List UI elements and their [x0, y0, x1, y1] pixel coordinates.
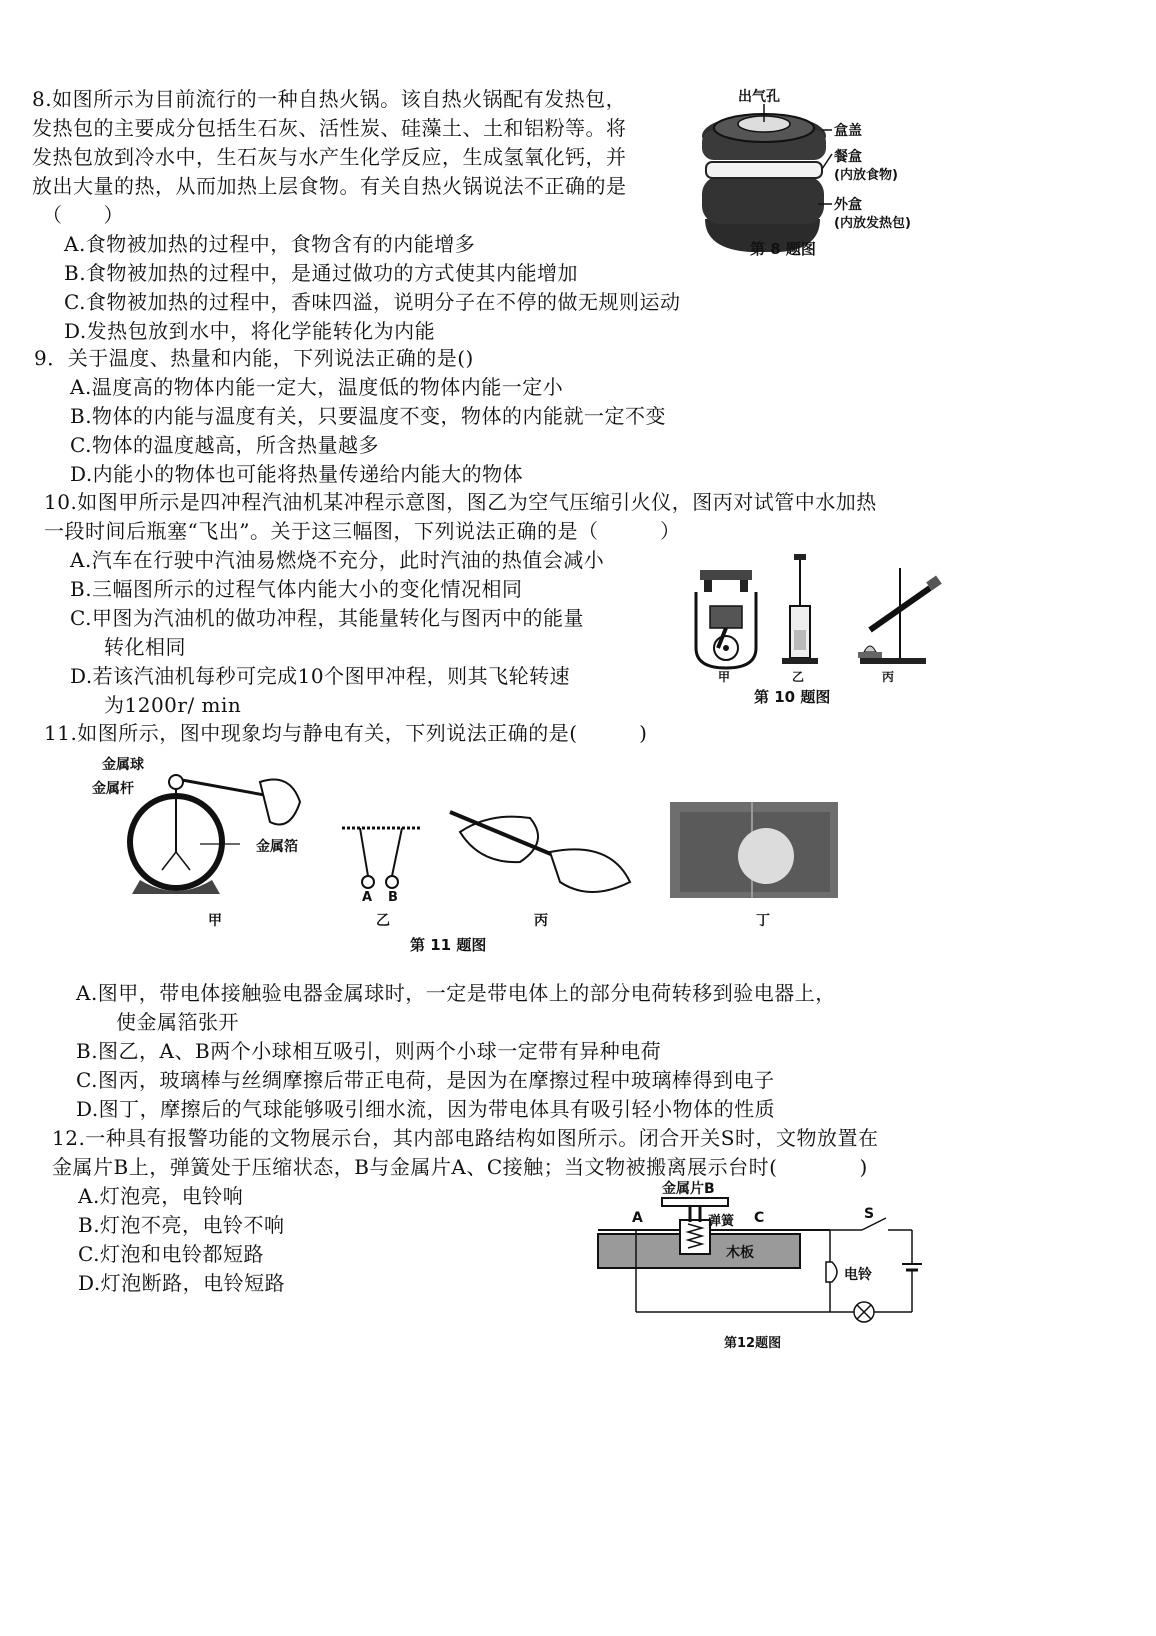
- q12-option-b: B.灯泡不亮，电铃不响: [78, 1213, 285, 1237]
- q10-option-c-cont: 转化相同: [104, 635, 186, 659]
- label-fig-jia: 甲: [208, 913, 222, 929]
- q9-option-b: B.物体的内能与温度有关，只要温度不变，物体的内能就一定不变: [70, 404, 667, 428]
- q11-option-b: B.图乙，A、B两个小球相互吸引，则两个小球一定带有异种电荷: [76, 1039, 662, 1063]
- q8-stem-line-1: 8.如图所示为目前流行的一种自热火锅。该自热火锅配有发热包，: [32, 87, 627, 111]
- q10-figure-caption: 第 10 题图: [754, 688, 831, 706]
- q8-option-b: B.食物被加热的过程中，是通过做功的方式使其内能增加: [64, 261, 579, 285]
- label-ball-b: B: [388, 890, 398, 905]
- label-fig-bing: 丙: [534, 913, 548, 929]
- q10-option-b: B.三幅图所示的过程气体内能大小的变化情况相同: [70, 577, 523, 601]
- label-fig-yi: 乙: [376, 913, 390, 929]
- engine-and-apparatus-illustration: [690, 548, 960, 708]
- hotpot-illustration: [700, 84, 960, 264]
- q9-stem: 9．关于温度、热量和内能，下列说法正确的是(): [34, 346, 474, 370]
- label-heat-pack-inside: (内放发热包): [834, 216, 911, 231]
- q10-figure: [690, 548, 960, 708]
- q11-figure: [90, 752, 870, 958]
- q8-option-c: C.食物被加热的过程中，香味四溢，说明分子在不停的做无规则运动: [64, 290, 681, 314]
- label-contact-c: C: [754, 1210, 765, 1226]
- label-fig-ding: 丁: [756, 913, 770, 929]
- q9-option-c: C.物体的温度越高，所含热量越多: [70, 433, 379, 457]
- label-metal-rod: 金属杆: [92, 781, 134, 797]
- label-spring: 弹簧: [708, 1214, 735, 1229]
- q12-circuit-figure: [590, 1178, 950, 1354]
- q10-option-d: D.若该汽油机每秒可完成10个图甲冲程，则其飞轮转速: [70, 664, 571, 688]
- label-outer-box: 外盒: [834, 197, 862, 213]
- label-jia: 甲: [718, 670, 731, 684]
- q8-option-d: D.发热包放到水中，将化学能转化为内能: [64, 319, 436, 343]
- label-switch-s: S: [864, 1206, 875, 1222]
- q11-option-d: D.图丁，摩擦后的气球能够吸引细水流，因为带电体具有吸引轻小物体的性质: [76, 1097, 776, 1121]
- q11-option-a: A.图甲，带电体接触验电器金属球时，一定是带电体上的部分电荷转移到验电器上，: [76, 981, 836, 1005]
- q8-hotpot-figure: [700, 84, 960, 264]
- q12-stem-line-2: 金属片B上，弹簧处于压缩状态，B与金属片A、C接触；当文物被搬离展示台时( ): [52, 1155, 868, 1179]
- label-wooden-board: 木板: [726, 1245, 754, 1261]
- q11-stem: 11.如图所示，图中现象均与静电有关，下列说法正确的是( ): [44, 721, 648, 745]
- label-metal-foil: 金属箔: [256, 839, 298, 855]
- q8-stem-line-4: 放出大量的热，从而加热上层食物。有关自热火锅说法不正确的是: [32, 174, 627, 198]
- label-ball-a: A: [362, 890, 373, 905]
- label-food-inside: (内放食物): [834, 168, 898, 183]
- q8-stem-line-2: 发热包的主要成分包括生石灰、活性炭、硅藻土、土和铝粉等。将: [32, 116, 627, 140]
- label-lid: 盒盖: [834, 123, 862, 139]
- label-vent-hole: 出气孔: [738, 89, 780, 105]
- q10-stem-line-2: 一段时间后瓶塞“飞出”。关于这三幅图，下列说法正确的是（ ）: [44, 519, 681, 543]
- q10-option-d-cont: 为1200r/ min: [104, 693, 242, 717]
- label-food-box: 餐盒: [834, 149, 862, 165]
- q12-stem-line-1: 12.一种具有报警功能的文物展示台，其内部电路结构如图所示。闭合开关S时，文物放置在: [52, 1126, 879, 1150]
- q8-figure-caption: 第 8 题图: [750, 240, 816, 258]
- q10-stem-line-1: 10.如图甲所示是四冲程汽油机某冲程示意图，图乙为空气压缩引火仪，图丙对试管中水加热: [44, 490, 877, 514]
- label-bing: 丙: [882, 670, 895, 684]
- q11-option-a-cont: 使金属箔张开: [116, 1010, 239, 1034]
- q10-option-c: C.甲图为汽油机的做功冲程，其能量转化与图丙中的能量: [70, 606, 584, 630]
- electrostatics-illustration: [90, 752, 870, 958]
- label-metal-plate-b: 金属片B: [662, 1181, 715, 1197]
- q9-option-d: D.内能小的物体也可能将热量传递给内能大的物体: [70, 462, 524, 486]
- q8-stem-line-3: 发热包放到冷水中，生石灰与水产生化学反应，生成氢氧化钙，并: [32, 145, 627, 169]
- q12-option-d: D.灯泡断路，电铃短路: [78, 1271, 286, 1295]
- label-electric-bell: 电铃: [844, 1267, 872, 1283]
- alarm-circuit-diagram: [590, 1178, 950, 1354]
- q9-option-a: A.温度高的物体内能一定大，温度低的物体内能一定小: [70, 375, 564, 399]
- q12-option-c: C.灯泡和电铃都短路: [78, 1242, 264, 1266]
- q8-answer-bracket: （ ）: [42, 203, 124, 227]
- q11-option-c: C.图丙，玻璃棒与丝绸摩擦后带正电荷，是因为在摩擦过程中玻璃棒得到电子: [76, 1068, 775, 1092]
- label-metal-ball: 金属球: [102, 757, 144, 773]
- label-yi: 乙: [792, 670, 805, 684]
- q12-option-a: A.灯泡亮，电铃响: [78, 1184, 244, 1208]
- q12-figure-caption: 第12题图: [724, 1336, 782, 1351]
- label-contact-a: A: [632, 1210, 643, 1226]
- q11-figure-caption: 第 11 题图: [410, 936, 487, 954]
- q10-option-a: A.汽车在行驶中汽油易燃烧不充分，此时汽油的热值会减小: [70, 548, 605, 572]
- q8-option-a: A.食物被加热的过程中，食物含有的内能增多: [64, 232, 476, 256]
